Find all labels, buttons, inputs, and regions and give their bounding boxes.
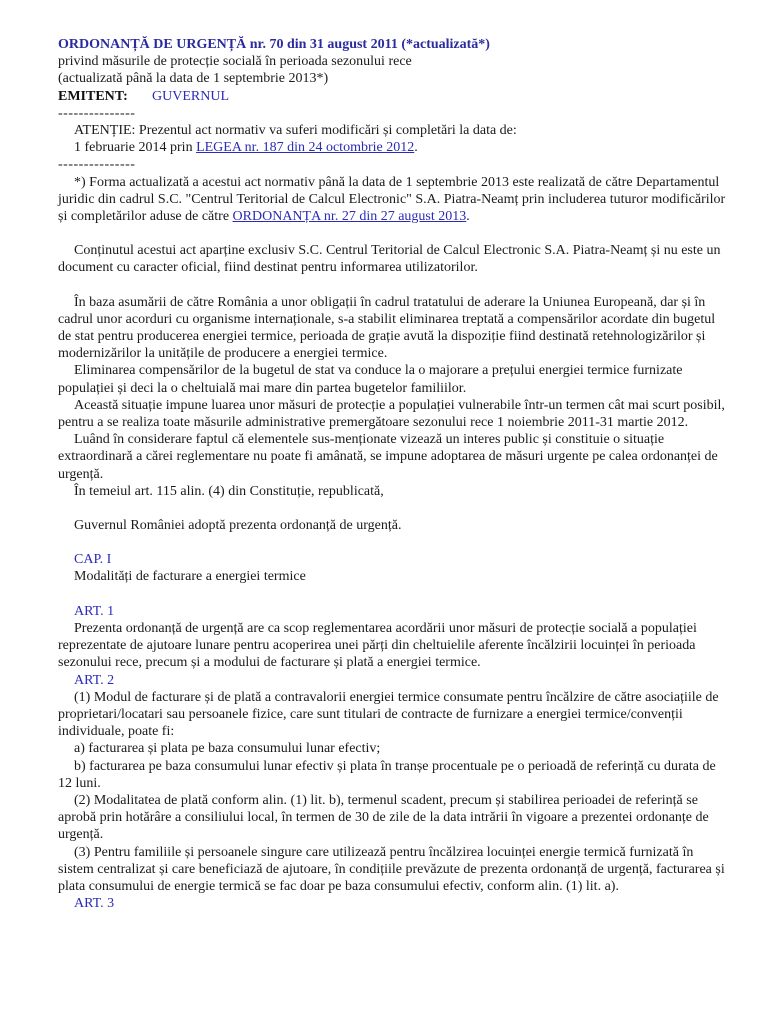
chapter-title: Modalități de facturare a energiei termice	[74, 569, 306, 585]
article-1-text: Prezenta ordonanță de urgență are ca scop reglementarea acordării unor măsuri de protecție socială a populației reprezentate de ajutoare lunare pentru acoperirea unei părți din cheltuielile aferente încălzirii locuinței în perioada sezonului rece, precum și a modului de facturare și plată a energiei termice.	[58, 620, 697, 671]
document-title: ORDONANȚĂ DE URGENȚĂ nr. 70 din 31 august 2011 (*actualizată*)	[58, 37, 490, 52]
article-3-label: ART. 3	[74, 896, 115, 912]
article-2-paragraph-3: (3) Pentru familiile și persoanele singure care utilizează pentru încălzirea locuinței energie termică furnizată în sistem centralizat și care beneficiază de ajutoare, în condițiile prevăzute de prezenta ordonanță de urgență, facturarea și plata consumului de energie termică se fac doar pe baza consumului efectiv, conform alin. (1) lit. a).	[58, 844, 725, 894]
article-2-item-b: b) facturarea pe baza consumului lunar efectiv și plata în tranșe procentuale pe o perioadă de referință cu durata de 12 luni.	[58, 758, 716, 791]
article-2-paragraph-2: (2) Modalitatea de plată conform alin. (1) lit. b), termenul scadent, precum și stabilirea perioadei de referință se aprobă prin hotărâre a consiliului local, în termen de 30 de zile de la data intrării în vigoare a prezentei ordonanțe de urgență.	[58, 792, 709, 843]
separator: ---------------	[58, 157, 136, 173]
chapter-label: CAP. I	[74, 552, 112, 568]
emitent-line	[58, 88, 728, 105]
preamble-paragraph: Această situație impune luarea unor măsuri de protecție a populației vulnerabile într-un termen cât mai scurt posibil, pentru a se realiza toate măsurile administrative premergătoare sezonului rece 1 noiembrie 2011-31 martie 2012.	[58, 397, 725, 431]
article-2-item-a: a) facturarea și plata pe baza consumului lunar efectiv;	[74, 741, 381, 757]
disclaimer: Conținutul acestui act aparține exclusiv S.C. Centrul Teritorial de Calcul Electronic S.A. Piatra-Neamț și nu este un document cu caracter oficial, fiind destinat pentru informarea utilizatorilor.	[58, 243, 721, 276]
article-2-label: ART. 2	[74, 672, 115, 688]
document-subtitle: privind măsurile de protecție socială în perioada sezonului rece	[58, 54, 412, 70]
preamble-paragraph: Eliminarea compensărilor de la bugetul de stat va conduce la o majorare a prețului energiei termice furnizate populației și deci la o cheltuială mai mare din partea bugetelor familiilor.	[58, 363, 683, 396]
emitent-label: EMITENT:	[58, 88, 128, 104]
separator: ---------------	[58, 105, 136, 121]
update-footnote: *) Forma actualizată a acestui act normativ până la data de 1 septembrie 2013 este realizată de către Departamentul juridic din cadrul S.C. "Centrul Teritorial de Calcul Electronic" S.A. Piatra-Neamț prin includerea tuturor modificărilor și completărilor aduse de către ORDONANȚA nr. 27 din 27 august 2013.	[58, 174, 726, 225]
preamble-paragraph: Luând în considerare faptul că elementele sus-menționate vizează un interes public și constituie o situație extraordinară a cărei reglementare nu poate fi amânată, se impune adoptarea de măsuri urgente pe calea ordonanței de urgență.	[58, 432, 718, 482]
attention-text: ATENȚIE: Prezentul act normativ va suferi modificări și completări la data de:	[74, 123, 517, 139]
law-187-link[interactable]: LEGEA nr. 187 din 24 octombrie 2012	[196, 140, 415, 156]
preamble-paragraph: În baza asumării de către România a unor obligații în cadrul tratatului de aderare la Uniunea Europeană, dar și în cadrul unor acorduri cu organisme internaționale, s-a stabilit eliminarea treptată a compensărilor acordate din bugetul de stat pentru producerea energiei termice, perioada de grație avută la dispoziție fiind destinată retehnologizărilor și modernizărilor la unitățile de producere a energiei termice.	[58, 294, 716, 362]
emitent-value: GUVERNUL	[152, 88, 229, 104]
adoption-statement: Guvernul României adoptă prezenta ordonanță de urgență.	[74, 518, 402, 534]
article-2-paragraph-1: (1) Modul de facturare și de plată a contravalorii energiei termice consumate pentru încălzire de către asociațiile de proprietari/locatari sau persoanele fizice, care sunt titulari de contracte de furnizare a energiei termice/convenții individuale, poate fi:	[58, 689, 719, 740]
article-1-label: ART. 1	[74, 603, 115, 619]
preamble-paragraph: În temeiul art. 115 alin. (4) din Constituție, republicată,	[74, 483, 384, 499]
update-note: (actualizată până la data de 1 septembrie 2013*)	[58, 71, 329, 87]
attention-line: 1 februarie 2014 prin LEGEA nr. 187 din 24 octombrie 2012.	[74, 140, 418, 156]
ordinance-27-link[interactable]: ORDONANȚA nr. 27 din 27 august 2013	[232, 209, 467, 225]
